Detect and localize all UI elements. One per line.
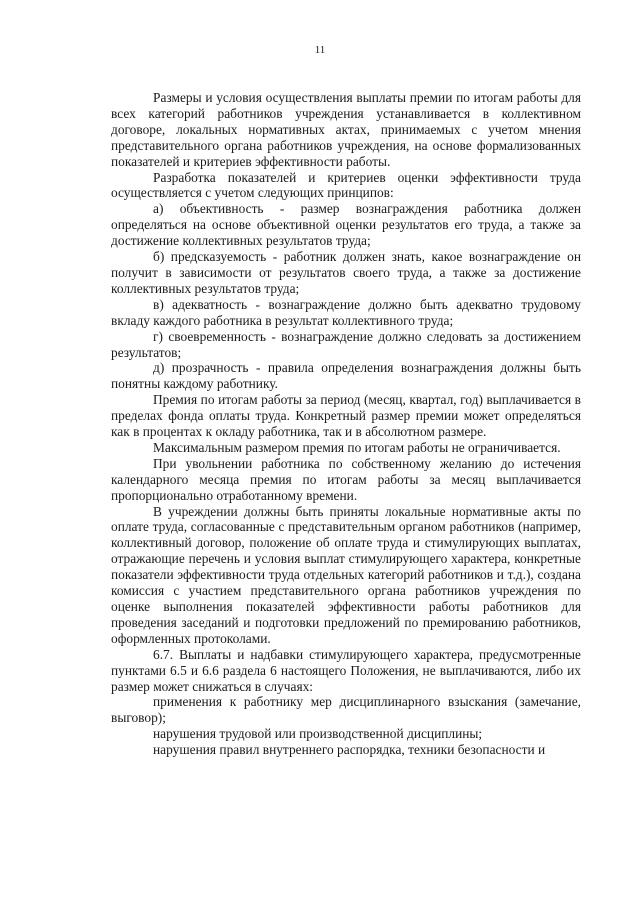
list-item-labor-discipline: нарушения трудовой или производственной дисциплины; xyxy=(153,726,483,742)
paragraph-bonus-period: Премия по итогам работы за период (месяц, квартал, год) выплачивается в пределах фонда оплаты труда. Конкретный размер премии может определяться как в процентах к окладу работника, так и в абсолютном размере. xyxy=(111,392,581,440)
list-item-internal-rules: нарушения правил внутреннего распорядка, техники безопасности и xyxy=(153,742,546,758)
list-item-adequacy: в) адекватность - вознаграждение должно быть адекватно трудовому вкладу каждого работника в результат коллективного труда; xyxy=(111,296,581,328)
paragraph-criteria-intro: Разработка показателей и критериев оценки эффективности труда осуществляется с учетом следующих принципов: xyxy=(111,169,581,201)
paragraph-bonus-conditions: Размеры и условия осуществления выплаты премии по итогам работы для всех категорий работников учреждения устанавливается в коллективном договоре, локальных нормативных актах, принимаемых с учетом мнения представительного органа работников учреждения, на основе формализованных показателей и критериев эффективности работы. xyxy=(111,90,581,169)
paragraph-dismissal: При увольнении работника по собственному желанию до истечения календарного месяца премия по итогам работы за месяц выплачивается пропорционально отработанному времени. xyxy=(111,455,581,503)
list-item-transparency: д) прозрачность - правила определения вознаграждения должны быть понятны каждому работнику. xyxy=(111,360,581,392)
list-item-objectivity: а) объективность - размер вознаграждения работника должен определяться на основе объективной оценки результатов его труда, а также за достижение коллективных результатов труда; xyxy=(111,201,581,249)
list-item-predictability: б) предсказуемость - работник должен знать, какое вознаграждение он получит в зависимости от результатов своего труда, а также за достижение коллективных результатов труда; xyxy=(111,249,581,296)
paragraph-local-acts: В учреждении должны быть приняты локальные нормативные акты по оплате труда, согласованные с представительным органом работников (например, коллективный договор, положение об оплате труда и стимулирующих выплатах, отражающие перечень и условия выплат стимулирующего характера, конкретные показатели эффективности труда отдельных категорий работников и т.д.), создана комиссия с участием представительного органа работников учреждения по оценке выполнения показателей эффективности работы работников для проведения заседаний и подготовки предложений по премированию работников, оформленных протоколами. xyxy=(111,503,581,646)
paragraph-bonus-max: Максимальным размером премия по итогам работы не ограничивается. xyxy=(153,439,561,455)
list-item-disciplinary: применения к работнику мер дисциплинарного взыскания (замечание, выговор); xyxy=(111,694,581,726)
document-body xyxy=(111,90,581,758)
paragraph-section-6-7: 6.7. Выплаты и надбавки стимулирующего характера, предусмотренные пунктами 6.5 и 6.6 раздела 6 настоящего Положения, не выплачиваются, либо их размер может снижаться в случаях: xyxy=(111,646,581,694)
list-item-timeliness: г) своевременность - вознаграждение должно следовать за достижением результатов; xyxy=(111,328,581,360)
page-number: 11 xyxy=(314,44,326,56)
